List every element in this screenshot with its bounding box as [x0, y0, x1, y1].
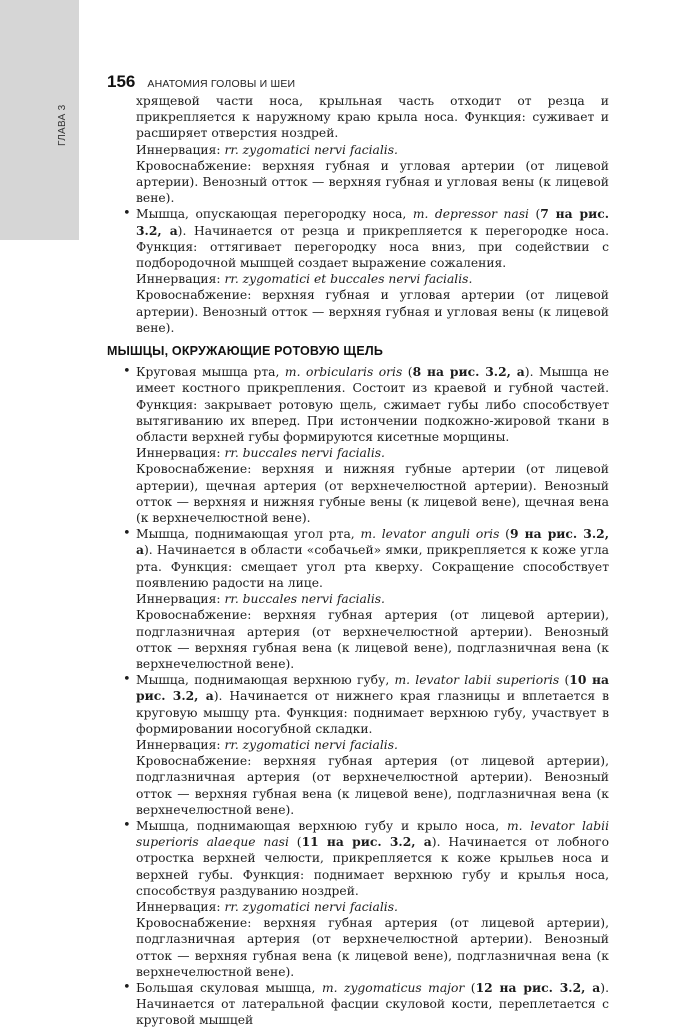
item-paren: (	[288, 835, 302, 850]
blood-supply-paragraph: Кровоснабжение: верхняя губная артерия (от лицевой артерии), подглазничная артерия (от верхнечелюстной артерии). Венозный отток — верхняя губная вена (к лицевой вене), подглазничная вена (к верхнечелюстной вене).	[136, 608, 609, 671]
item-latin-name: m. levator labii superioris	[394, 673, 560, 688]
figure-reference: 7 на рис. 3.2, а	[136, 206, 609, 238]
item-latin-name: m. zygomaticus major	[321, 980, 465, 995]
figure-reference: 9 на рис. 3.2, а	[136, 526, 609, 558]
blood-supply-paragraph: Кровоснабжение: верхняя губная артерия (от лицевой артерии), подглазничная артерия (от верхнечелюстной артерии). Венозный отток — верхняя губная вена (к лицевой вене), подглазничная вена (к верхнечелюстной вене).	[136, 754, 609, 817]
item-paren: (	[499, 527, 510, 542]
figure-reference: 11 на рис. 3.2, а	[301, 834, 432, 850]
text-column	[107, 93, 609, 1029]
blood-supply-paragraph: Кровоснабжение: верхняя губная и угловая артерии (от лицевой артерии). Венозный отток — верхняя губная и угловая вены (к лицевой вене).	[136, 288, 609, 335]
innervation-prefix: Иннервация:	[136, 272, 225, 287]
innervation-latin: rr. zygomatici nervi facialis.	[224, 899, 398, 914]
innervation-latin: rr. zygomatici nervi facialis.	[224, 737, 398, 752]
innervation-prefix: Иннервация:	[136, 142, 225, 157]
page-number: 156	[107, 72, 136, 91]
innervation-latin: rr. zygomatici nervi facialis.	[224, 142, 398, 157]
item-paren: (	[528, 207, 541, 222]
item-latin-name: m. depressor nasi	[412, 207, 529, 222]
innervation-prefix: Иннервация:	[136, 592, 225, 607]
item-latin-name: m. orbicularis oris	[284, 365, 403, 380]
innervation-line	[107, 899, 609, 915]
item-lead: Большая скуловая мышца,	[136, 980, 322, 995]
item-latin-name: m. levator anguli oris	[360, 527, 500, 542]
item-description: ). Начинается от нижнего края глазницы и вплетается в круговую мышцу рта. Функция: поднимает верхнюю губу, участвует в формировании носогубной складки.	[136, 689, 609, 736]
innervation-prefix: Иннервация:	[136, 737, 225, 752]
figure-reference: 12 на рис. 3.2, а	[475, 979, 601, 995]
item-lead: Круговая мышца рта,	[136, 365, 285, 380]
list-item-levator-labii-alaeque-nasi	[107, 818, 609, 899]
item-paren: (	[464, 980, 476, 995]
list-item-zygomaticus-major	[107, 980, 609, 1029]
item-lead: Мышца, поднимающая верхнюю губу и крыло носа,	[136, 818, 508, 833]
running-header	[107, 72, 295, 92]
chapter-label: ГЛАВА 3	[57, 104, 68, 146]
item-lead: Мышца, опускающая перегородку носа,	[136, 207, 413, 222]
item-description: ). Начинается от резца и прикрепляется к перегородке носа. Функция: оттягивает перегородку носа вниз, при содействии с подбородочной мышцей создает выражение сожаления.	[136, 223, 609, 271]
item-description: ). Начинается от лобного отростка верхней челюсти, прикрепляется к коже крыльев носа и верхней губы. Функция: поднимает верхнюю губу и крылья носа, способствуя раздуванию ноздрей.	[136, 835, 609, 898]
list-item-levator-anguli-oris	[107, 526, 609, 591]
section-heading: МЫШЦЫ, ОКРУЖАЮЩИЕ РОТОВУЮ ЩЕЛЬ	[107, 344, 384, 359]
item-description: ). Начинается от латеральной фасции скуловой кости, переплетается с круговой мышцей	[136, 980, 609, 1028]
item-paren: (	[402, 365, 413, 380]
item-lead: Мышца, поднимающая угол рта,	[136, 527, 361, 542]
item-description: ). Мышца не имеет костного прикрепления. Состоит из краевой и губной частей. Функция: закрывает ротовую щель, сжимает губы либо способствует вытягиванию их вперед. При истончении подкожно-жировой ткани в области верхней губы формируются кисетные морщины.	[136, 365, 609, 445]
list-item-depressor-nasi	[107, 206, 609, 271]
item-description: ). Начинается в области «собачьей» ямки, прикрепляется к коже угла рта. Функция: смещает угол рта кверху. Сокращение способствует появлению радости на лице.	[136, 543, 609, 590]
continuation-paragraph: хрящевой части носа, крыльная часть отходит от резца и прикрепляется к наружному краю крыла носа. Функция: суживает и расширяет отверстия ноздрей.	[136, 94, 609, 141]
innervation-line	[107, 737, 609, 753]
innervation-latin: rr. buccales nervi facialis.	[224, 446, 385, 461]
item-paren: (	[559, 673, 570, 688]
innervation-line	[107, 591, 609, 607]
innervation-prefix: Иннервация:	[136, 899, 225, 914]
innervation-line	[107, 271, 609, 287]
innervation-line	[107, 142, 609, 158]
innervation-latin: rr. buccales nervi facialis.	[224, 592, 385, 607]
item-latin-name: m. levator labii superioris alaeque nasi	[136, 818, 609, 850]
blood-supply-paragraph: Кровоснабжение: верхняя и нижняя губные артерии (от лицевой артерии), щечная артерия (от верхнечелюстной артерии). Венозный отток — верхняя и нижняя губные вены (к лицевой вене), щечная вена (к верхнечелюстной вене).	[136, 462, 609, 526]
figure-reference: 8 на рис. 3.2, а	[412, 364, 525, 380]
innervation-line	[107, 445, 609, 461]
innervation-prefix: Иннервация:	[136, 446, 225, 461]
innervation-latin: rr. zygomatici et buccales nervi facialis.	[224, 272, 473, 287]
running-title: АНАТОМИЯ ГОЛОВЫ И ШЕИ	[147, 78, 296, 90]
item-lead: Мышца, поднимающая верхнюю губу,	[136, 673, 395, 688]
figure-reference: 10 на рис. 3.2, а	[136, 672, 609, 704]
blood-supply-paragraph: Кровоснабжение: верхняя губная артерия (от лицевой артерии), подглазничная артерия (от верхнечелюстной артерии). Венозный отток — верхняя губная вена (к лицевой вене), подглазничная вена (к верхнечелюстной вене).	[136, 916, 609, 979]
list-item-orbicularis-oris	[107, 364, 609, 445]
blood-supply-paragraph: Кровоснабжение: верхняя губная и угловая артерии (от лицевой артерии). Венозный отток — верхняя губная и угловая вены (к лицевой вене).	[136, 158, 609, 206]
list-item-levator-labii-superioris	[107, 672, 609, 737]
